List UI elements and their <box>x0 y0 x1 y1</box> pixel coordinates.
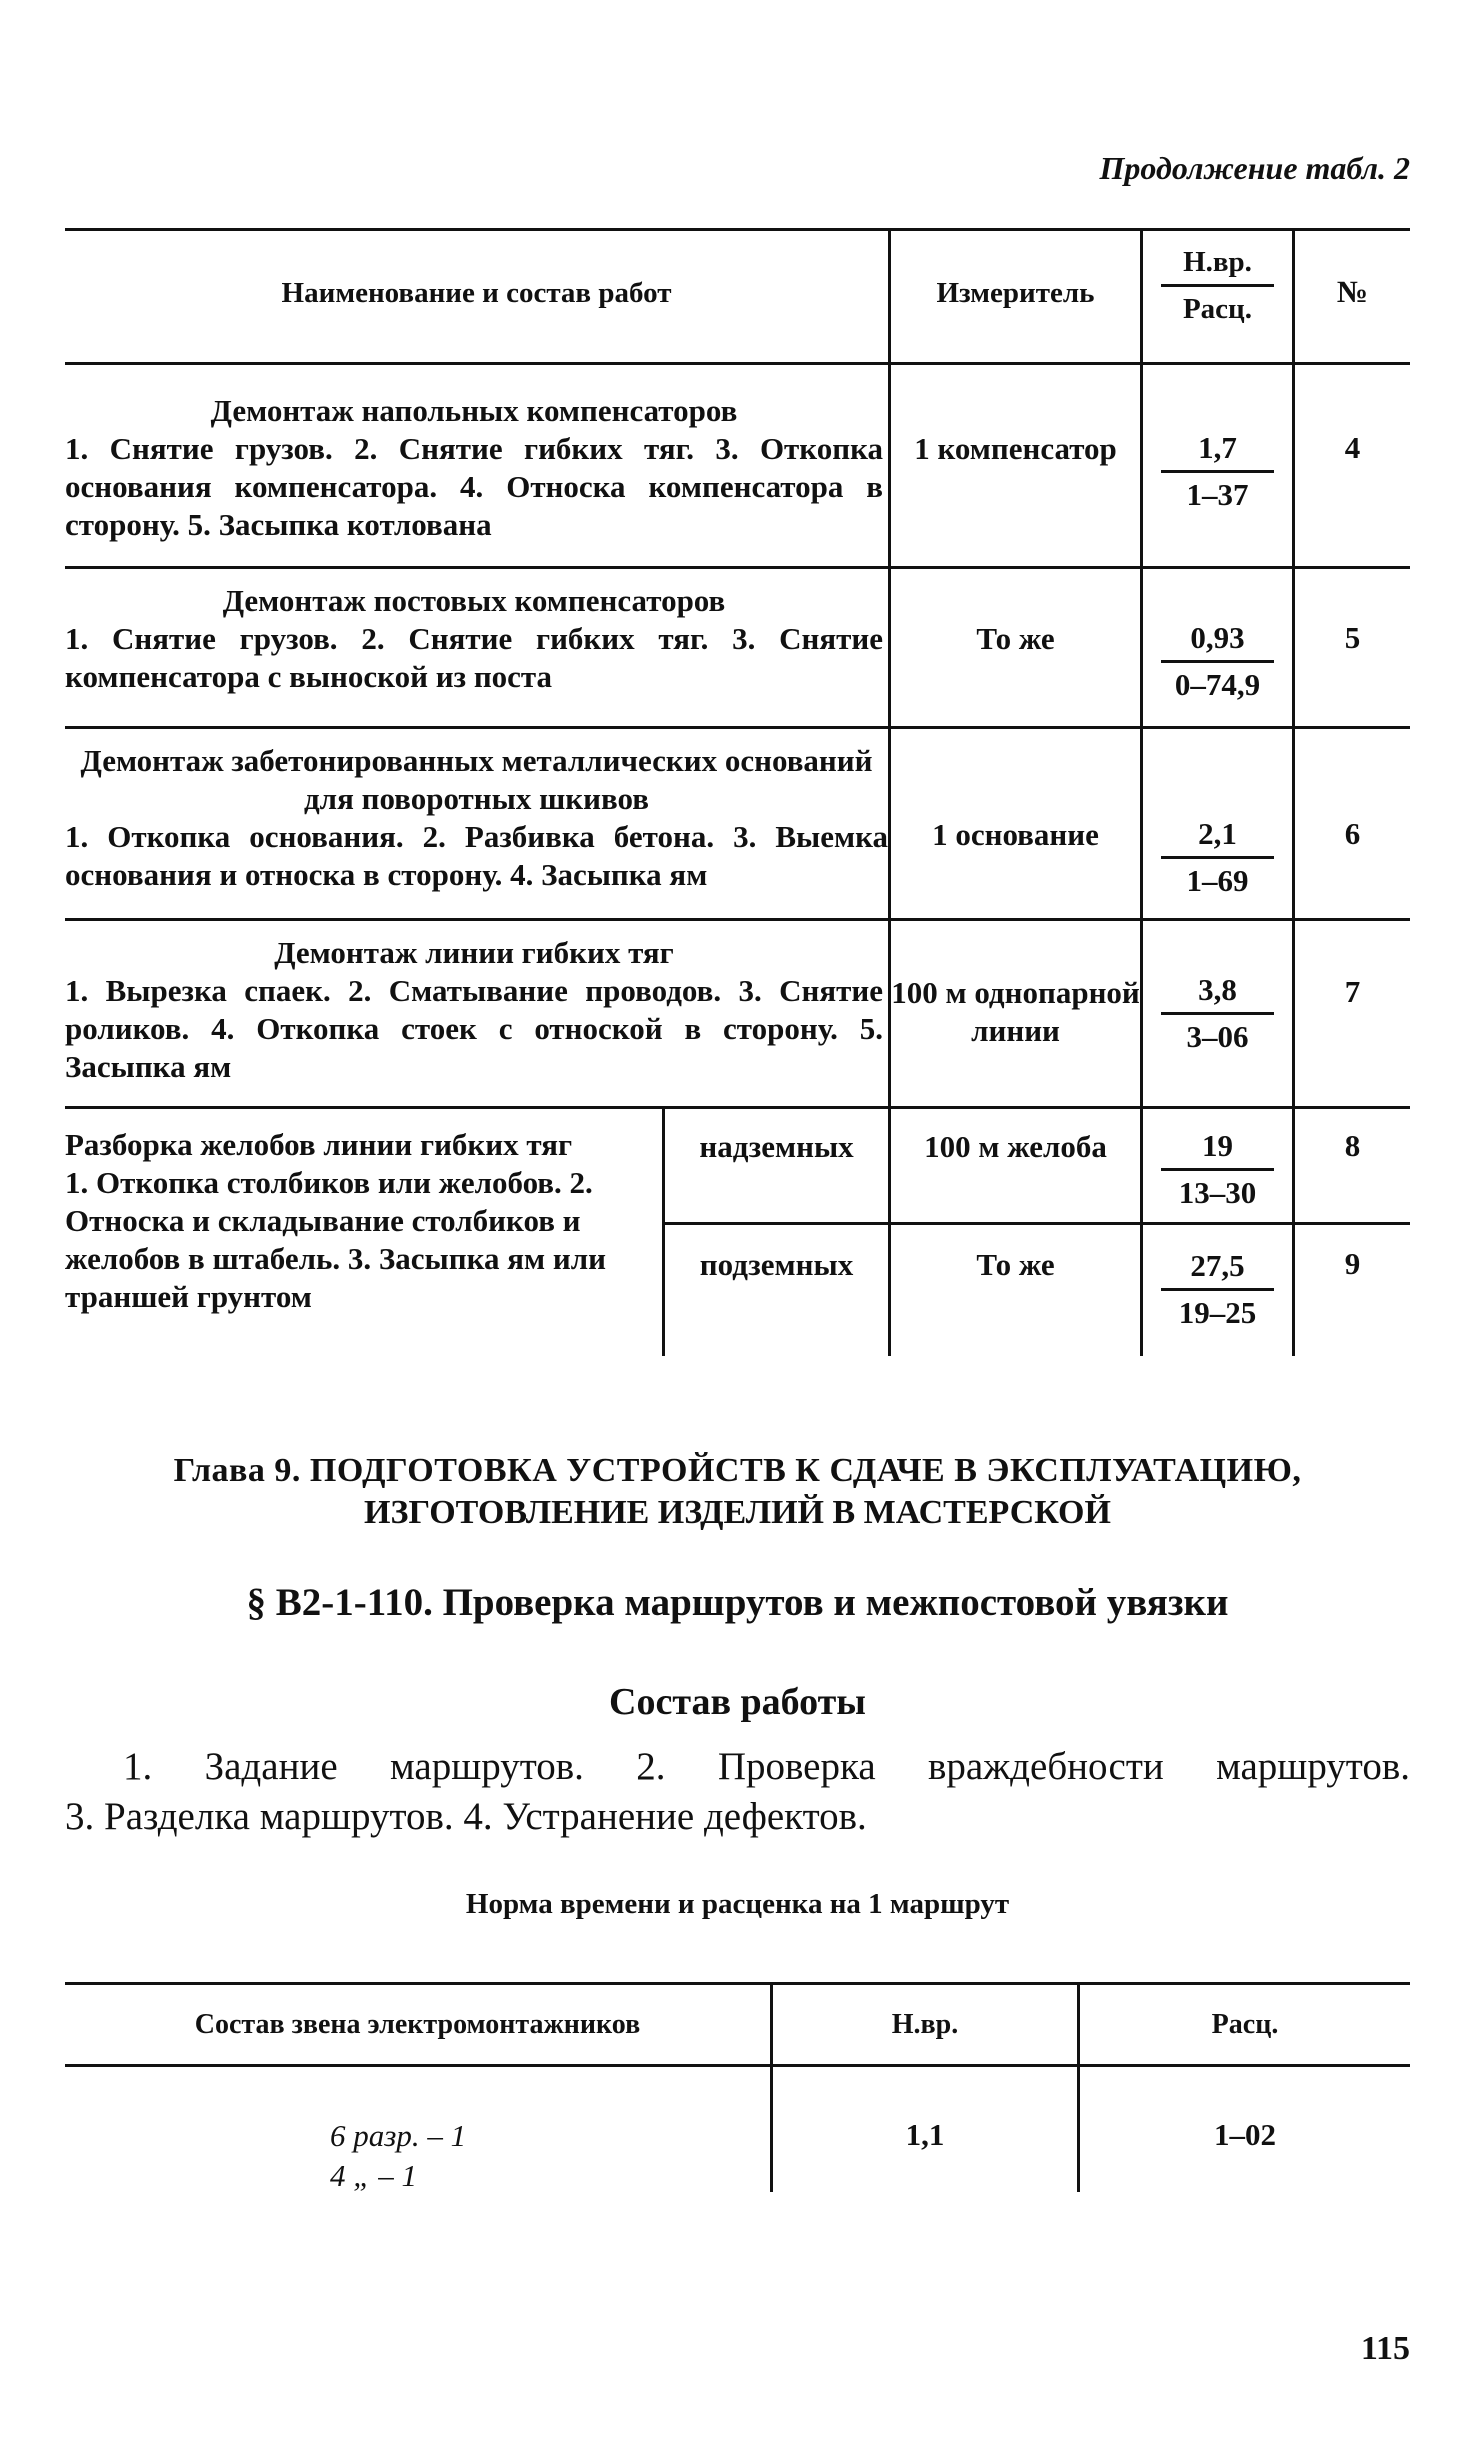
header-norm: Н.вр. <box>1183 246 1252 278</box>
fraction-bar <box>1161 1288 1274 1291</box>
section-title: § В2-1-110. Проверка маршрутов и межпостовой увязки <box>246 1581 1229 1624</box>
row-5-measure: То же <box>976 621 1055 656</box>
row-5-norm-fraction <box>1143 618 1292 705</box>
row-9-kind: подземных <box>699 1247 854 1282</box>
norm-caption: Норма времени и расценка на 1 маршрут <box>465 1888 1010 1920</box>
row-7-measure: 100 м однопарной линии <box>891 975 1140 1048</box>
fraction-bar <box>1161 1012 1274 1015</box>
rate-value: 1–02 <box>1214 2117 1276 2152</box>
row-4-norm-fraction <box>1143 428 1292 515</box>
rate-value: 3–06 <box>1186 1019 1249 1054</box>
row-divider <box>65 726 1410 729</box>
row-divider <box>65 918 1410 921</box>
row-title: Демонтаж забетонированных металлических оснований для поворотных шкивов <box>80 743 873 816</box>
split-row-divider <box>662 1222 1410 1225</box>
row-body: 1. Снятие грузов. 2. Снятие гибких тяг. 3. Снятие компенсатора с выноской из поста <box>65 621 883 694</box>
row-body: 1. Вырезка спаек. 2. Сматывание проводов. 3. Снятие роликов. 4. Откопка стоек с отноской в сторону. 5. Засыпка ям <box>65 973 883 1084</box>
row-6-work <box>65 742 888 894</box>
header-norm: Н.вр. <box>891 2009 959 2040</box>
row-6-number: 6 <box>1344 816 1361 851</box>
chapter-heading <box>65 1450 1410 1534</box>
norm-value: 1,1 <box>905 2117 945 2152</box>
chapter-line-1: Глава 9. ПОДГОТОВКА УСТРОЙСТВ К СДАЧЕ В ЭКСПЛУАТАЦИЮ, <box>173 1452 1302 1489</box>
row-9-measure: То же <box>976 1247 1055 1282</box>
row-6-measure: 1 основание <box>932 817 1099 852</box>
rate-value: 13–30 <box>1178 1175 1257 1210</box>
row-8-norm-fraction <box>1143 1126 1292 1213</box>
crew-composition <box>330 2116 570 2196</box>
chapter-line-2: ИЗГОТОВЛЕНИЕ ИЗДЕЛИЙ В МАСТЕРСКОЙ <box>364 1494 1111 1531</box>
fraction-bar <box>1161 470 1274 473</box>
header-name: Наименование и состав работ <box>281 277 672 309</box>
row-8-9-work <box>65 1126 655 1316</box>
table-continuation-caption: Продолжение табл. 2 <box>1099 150 1410 186</box>
row-4-number: 4 <box>1344 430 1361 465</box>
row-8-measure: 100 м желоба <box>924 1129 1107 1164</box>
table-header-rule <box>65 362 1410 365</box>
row-body: 1. Снятие грузов. 2. Снятие гибких тяг. 3. Откопка основания компенсатора. 4. Относка компенсатора в сторону. 5. Засыпка котлована <box>65 431 883 542</box>
norm-value: 19 <box>1202 1128 1233 1163</box>
norm-value: 27,5 <box>1190 1248 1245 1283</box>
norm-value: 1,7 <box>1198 430 1237 465</box>
column-rule <box>888 228 891 1356</box>
row-title: Демонтаж постовых компенсаторов <box>222 583 726 618</box>
rate-value: 1–37 <box>1186 477 1249 512</box>
header-norm-fraction <box>1143 242 1292 329</box>
norm-value: 3,8 <box>1198 972 1237 1007</box>
row-5-work <box>65 582 883 696</box>
row-7-norm-fraction <box>1143 970 1292 1057</box>
row-9-norm-fraction <box>1143 1246 1292 1333</box>
row-body: 1. Откопка основания. 2. Разбивка бетона. 3. Выемка основания и относка в сторону. 4. Засыпка ям <box>65 819 888 892</box>
section-text-line-1: 1. Задание маршрутов. 2. Проверка враждебности маршрутов. <box>123 1745 1410 1788</box>
crew-line-2: 4 „ – 1 <box>330 2158 417 2193</box>
row-8-number: 8 <box>1344 1128 1361 1163</box>
table-header-rule <box>65 2064 1410 2067</box>
crew-line-1: 6 разр. – 1 <box>330 2118 467 2153</box>
row-6-norm-fraction <box>1143 814 1292 901</box>
row-title: Разборка желобов линии гибких тяг <box>65 1127 573 1162</box>
rate-value: 19–25 <box>1178 1295 1257 1330</box>
page-number: 115 <box>1360 2330 1410 2367</box>
header-measure: Измеритель <box>936 277 1095 309</box>
fraction-bar <box>1161 660 1274 663</box>
fraction-bar <box>1161 284 1274 287</box>
row-divider <box>65 1106 1410 1109</box>
column-rule <box>1292 228 1295 1356</box>
section-text-line-2: 3. Разделка маршрутов. 4. Устранение дефектов. <box>65 1795 867 1838</box>
row-body: 1. Откопка столбиков или желобов. 2. Относка и складывание столбиков и желобов в штабель. 3. Засыпка ям или траншей грунтом <box>65 1165 607 1314</box>
fraction-bar <box>1161 856 1274 859</box>
table-top-rule <box>65 228 1410 231</box>
rate-value: 1–69 <box>1186 863 1249 898</box>
row-title: Демонтаж напольных компенсаторов <box>210 393 738 428</box>
norm-value: 2,1 <box>1198 816 1237 851</box>
section-text <box>65 1742 1410 1842</box>
row-4-work <box>65 392 883 544</box>
header-crew: Состав звена электромонтажников <box>194 2009 641 2040</box>
row-5-number: 5 <box>1344 620 1361 655</box>
header-number: № <box>1336 274 1369 309</box>
rate-value: 0–74,9 <box>1174 667 1261 702</box>
section-subtitle: Состав работы <box>609 1681 866 1723</box>
header-rate: Расц. <box>1182 293 1253 325</box>
row-4-measure: 1 компенсатор <box>914 431 1117 466</box>
row-7-work <box>65 934 883 1086</box>
row-divider <box>65 566 1410 569</box>
row-9-number: 9 <box>1344 1246 1361 1281</box>
table-top-rule <box>65 1982 1410 1985</box>
row-title: Демонтаж линии гибких тяг <box>274 935 674 970</box>
row-7-number: 7 <box>1344 974 1361 1009</box>
row-8-kind: надземных <box>699 1129 854 1164</box>
norm-value: 0,93 <box>1190 620 1245 655</box>
header-rate: Расц. <box>1211 2009 1279 2040</box>
fraction-bar <box>1161 1168 1274 1171</box>
